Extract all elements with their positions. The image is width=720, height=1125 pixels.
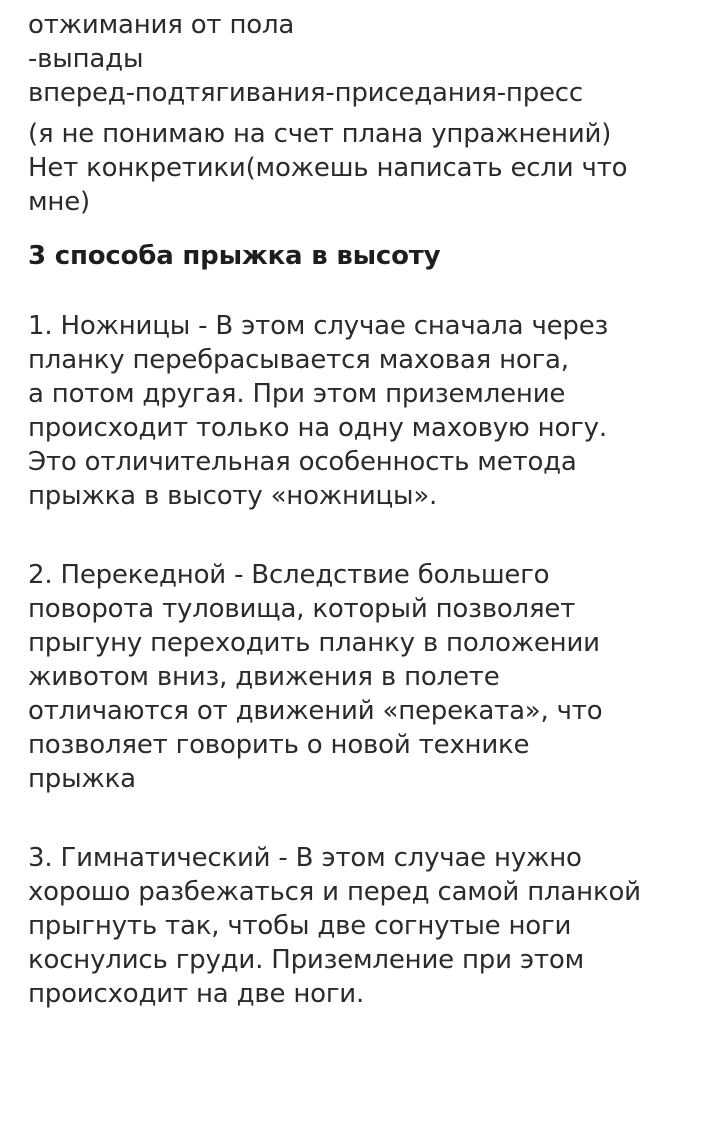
note-line-2: Нет конкретики(можешь написать если что <box>28 153 628 183</box>
spacer <box>28 273 708 309</box>
method1-line-2: планку перебрасывается маховая нога, <box>28 345 569 375</box>
method-gymnastic <box>28 841 708 1011</box>
spacer <box>28 796 708 841</box>
author-note <box>28 117 708 219</box>
method1-line-3: а потом другая. При этом приземление <box>28 379 566 409</box>
answer-document <box>28 8 708 1011</box>
method1-line-4: происходит только на одну маховую ногу. <box>28 413 607 443</box>
note-line-3: мне) <box>28 187 90 217</box>
method2-line-4: животом вниз, движения в полете <box>28 662 500 692</box>
method1-line-1: 1. Ножницы - В этом случае сначала через <box>28 311 609 341</box>
method3-line-5: происходит на две ноги. <box>28 979 365 1009</box>
method-scissors <box>28 309 708 513</box>
spacer <box>28 513 708 558</box>
exercise-line-2: -выпады <box>28 44 144 74</box>
method3-line-4: коснулись груди. Приземление при этом <box>28 945 585 975</box>
exercise-list <box>28 8 708 110</box>
exercise-line-3: вперед-подтягивания-приседания-пресс <box>28 78 583 108</box>
method3-line-2: хорошо разбежаться и перед самой планкой <box>28 877 641 907</box>
exercise-line-1: отжимания от пола <box>28 10 295 40</box>
section-heading: 3 способа прыжка в высоту <box>28 241 441 271</box>
spacer <box>28 110 708 117</box>
method1-line-5: Это отличительная особенность метода <box>28 447 577 477</box>
method2-line-2: поворота туловища, который позволяет <box>28 594 576 624</box>
method2-line-3: прыгуну переходить планку в положении <box>28 628 600 658</box>
method2-line-6: позволяет говорить о новой технике <box>28 730 530 760</box>
method2-line-5: отличаются от движений «переката», что <box>28 696 603 726</box>
method1-line-6: прыжка в высоту «ножницы». <box>28 481 438 511</box>
note-line-1: (я не понимаю на счет плана упражнений) <box>28 119 612 149</box>
method3-line-1: 3. Гимнатический - В этом случае нужно <box>28 843 582 873</box>
method2-line-1: 2. Перекедной - Вследствие большего <box>28 560 550 590</box>
method2-line-7: прыжка <box>28 764 136 794</box>
method-straddle <box>28 558 708 796</box>
spacer <box>28 219 708 239</box>
method3-line-3: прыгнуть так, чтобы две согнутые ноги <box>28 911 572 941</box>
